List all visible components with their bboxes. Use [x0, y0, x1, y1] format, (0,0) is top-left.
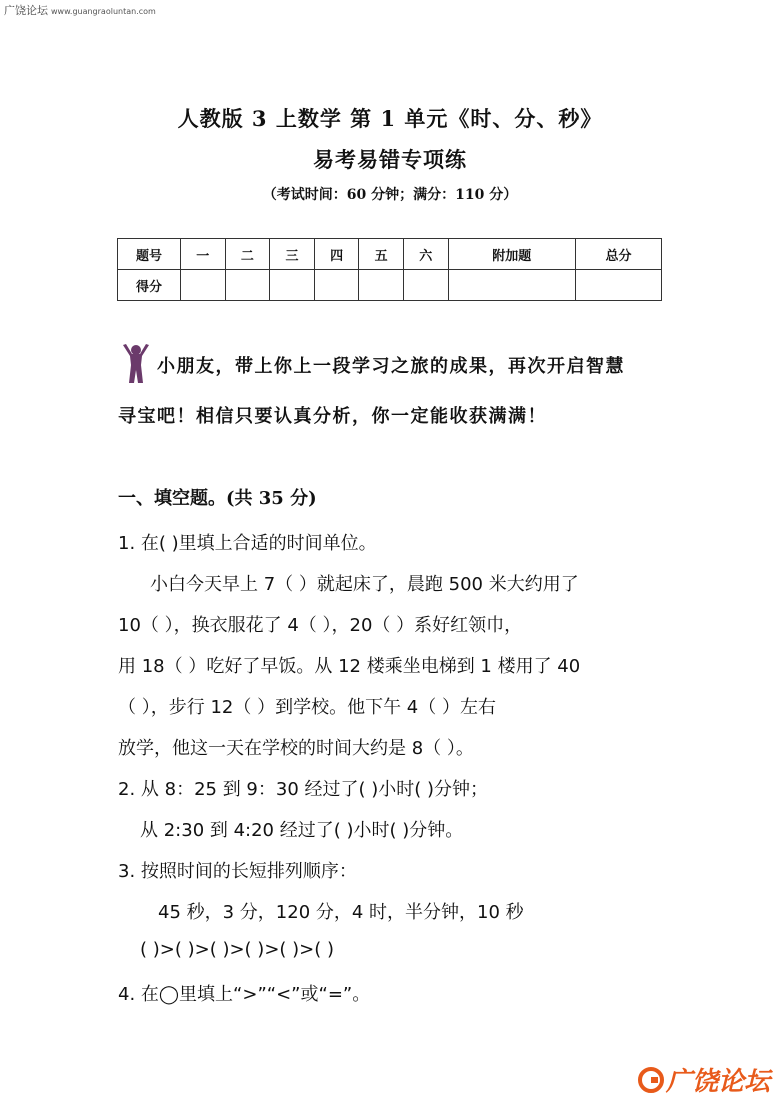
site-header — [4, 2, 156, 18]
site-url: www.guangraoluntan.com — [51, 7, 156, 16]
table-header-cell: 题号 — [118, 239, 181, 270]
table-header-cell: 四 — [314, 239, 359, 270]
question-1-line-2: 10（ ），换衣服花了 4（ ），20（ ）系好红领巾， — [118, 615, 523, 636]
question-1-line-3: 用 18（ ）吃好了早饭。从 12 楼乘坐电梯到 1 楼用了 40 — [118, 656, 581, 677]
exam-info: （考试时间：60 分钟；满分：110 分） — [262, 187, 518, 203]
score-table — [117, 238, 662, 301]
score-cell[interactable] — [403, 270, 448, 301]
question-1-line-5: 放学，他这一天在学校的时间大约是 8（ ）。 — [118, 738, 474, 759]
section-heading: 一、填空题。(共 35 分) — [118, 488, 317, 509]
score-cell[interactable] — [314, 270, 359, 301]
table-header-cell: 二 — [225, 239, 270, 270]
question-4-stem: 4. 在◯里填上“>”“<”或“=”。 — [118, 984, 371, 1005]
question-1-line-1: 小白今天早上 7（ ）就起床了，晨跑 500 米大约用了 — [150, 574, 579, 595]
child-figure-icon — [120, 343, 152, 385]
question-3-items: 45 秒，3 分，120 分，4 时，半分钟，10 秒 — [158, 902, 524, 923]
intro-line-1: 小朋友，带上你上一段学习之旅的成果，再次开启智慧 — [157, 356, 625, 377]
table-header-cell: 附加题 — [448, 239, 575, 270]
logo-icon — [638, 1067, 664, 1093]
question-1-line-4: （ ），步行 12（ ）到学校。他下午 4（ ）左右 — [118, 697, 496, 718]
score-cell[interactable] — [575, 270, 661, 301]
score-cell[interactable] — [448, 270, 575, 301]
score-cell[interactable] — [181, 270, 226, 301]
table-header-cell: 六 — [403, 239, 448, 270]
footer-logo — [638, 1061, 770, 1098]
table-header-cell: 三 — [270, 239, 315, 270]
question-2-line-1: 2. 从 8：25 到 9：30 经过了( )小时( )分钟； — [118, 779, 489, 800]
site-name: 广饶论坛 — [4, 4, 48, 17]
question-1-stem: 1. 在( )里填上合适的时间单位。 — [118, 533, 377, 554]
score-cell[interactable] — [270, 270, 315, 301]
question-3-blanks: ( )>( )>( )>( )>( )>( ) — [140, 939, 335, 960]
table-header-cell: 五 — [359, 239, 404, 270]
score-table-header-row — [118, 239, 662, 270]
table-header-cell: 一 — [181, 239, 226, 270]
question-2-line-2: 从 2:30 到 4:20 经过了( )小时( )分钟。 — [140, 820, 464, 841]
page-subtitle: 易考易错专项练 — [313, 147, 467, 172]
score-cell[interactable] — [359, 270, 404, 301]
score-row-label: 得分 — [118, 270, 181, 301]
table-header-cell: 总分 — [575, 239, 661, 270]
logo-text: 广饶论坛 — [665, 1067, 770, 1097]
intro-line-2: 寻宝吧！相信只要认真分析，你一定能收获满满！ — [118, 406, 547, 427]
score-table-score-row — [118, 270, 662, 301]
page-title: 人教版 3 上数学 第 1 单元《时、分、秒》 — [177, 106, 603, 131]
question-3-stem: 3. 按照时间的长短排列顺序： — [118, 861, 357, 882]
score-cell[interactable] — [225, 270, 270, 301]
